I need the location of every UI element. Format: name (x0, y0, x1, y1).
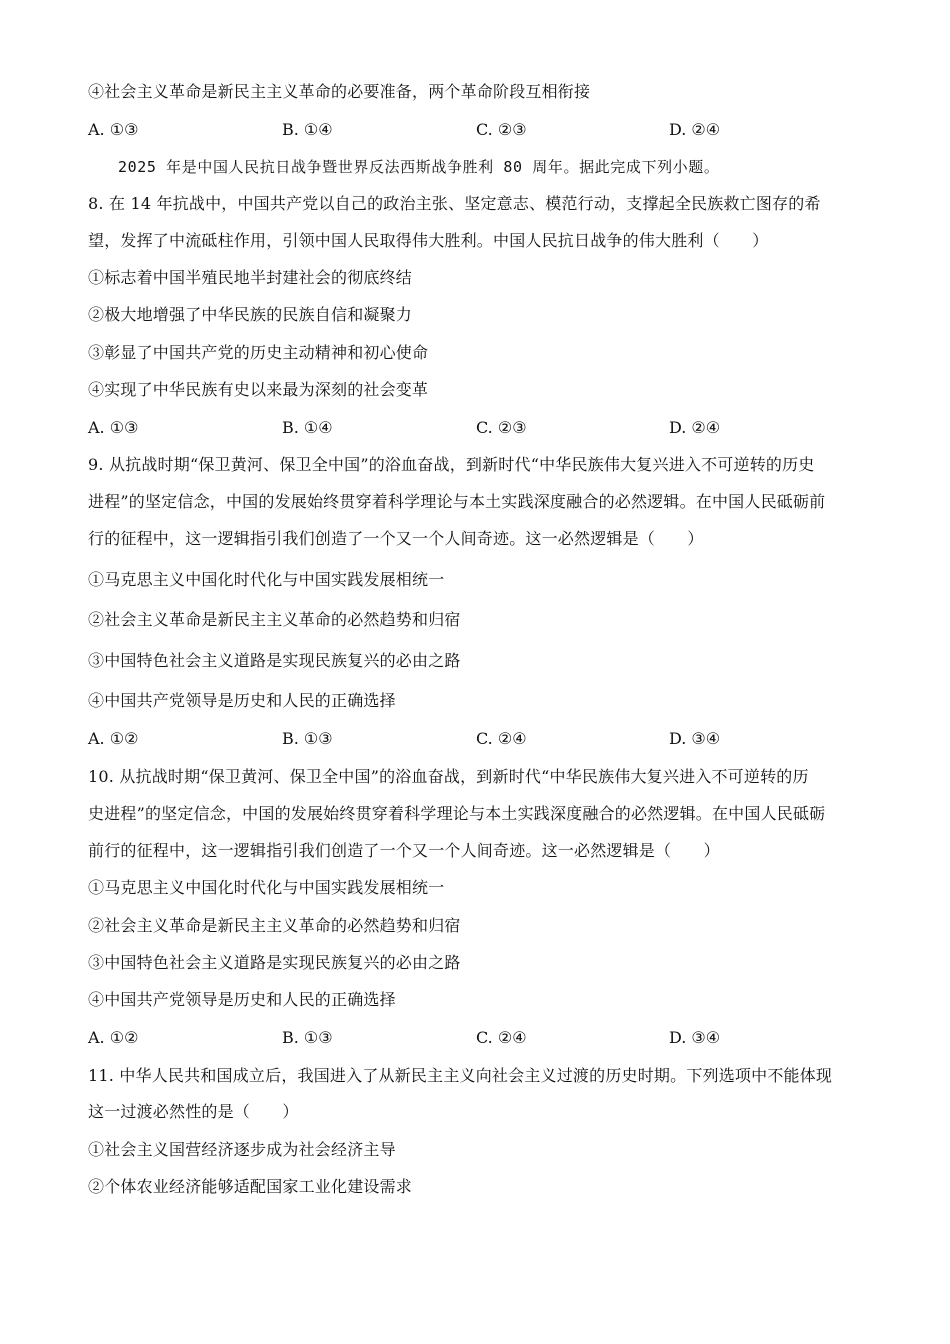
q10-statement-1: ①马克思主义中国化时代化与中国实践发展相统一 (88, 878, 445, 897)
q8-statement-3: ③彰显了中国共产党的历史主动精神和初心使命 (88, 343, 429, 362)
q8-statement-4: ④实现了中华民族有史以来最为深刻的社会变革 (88, 380, 429, 399)
q8-statement-1: ①标志着中国半殖民地半封建社会的彻底终结 (88, 268, 413, 287)
q8-option-a: A. ①③ (88, 418, 139, 437)
q9-option-d: D. ③④ (669, 729, 721, 748)
q11-statement-1: ①社会主义国营经济逐步成为社会经济主导 (88, 1140, 396, 1159)
q10-statement-2: ②社会主义革命是新民主主义革命的必然趋势和归宿 (88, 916, 461, 935)
q8-option-d: D. ②④ (669, 418, 721, 437)
q11-stem-line-2: 这一过渡必然性的是（ ） (88, 1102, 299, 1121)
q8-stem-line-2: 望，发挥了中流砥柱作用，引领中国人民取得伟大胜利。中国人民抗日战争的伟大胜利（ ） (88, 231, 769, 250)
q9-option-c: C. ②④ (476, 729, 527, 748)
q9-stem-line-2: 进程”的坚定信念，中国的发展始终贯穿着科学理论与本土实践深度融合的必然逻辑。在中国人民砥砺前 (88, 492, 826, 511)
q11-stem-line-1: 11. 中华人民共和国成立后，我国进入了从新民主主义向社会主义过渡的历史时期。下列选项中不能体现 (88, 1066, 833, 1085)
q9-stem-line-1: 9. 从抗战时期“保卫黄河、保卫全中国”的浴血奋战，到新时代“中华民族伟大复兴进入不可逆转的历史 (88, 455, 815, 474)
q8-stem-line-1: 8. 在 14 年抗战中，中国共产党以自己的政治主张、坚定意志、模范行动，支撑起全民族救亡图存的希 (88, 194, 821, 213)
q10-option-c: C. ②④ (476, 1028, 527, 1047)
q8-option-c: C. ②③ (476, 418, 527, 437)
q9-statement-4: ④中国共产党领导是历史和人民的正确选择 (88, 691, 396, 710)
q8-option-b: B. ①④ (282, 418, 333, 437)
q10-stem-line-2: 史进程”的坚定信念，中国的发展始终贯穿着科学理论与本土实践深度融合的必然逻辑。在中国人民砥砺 (88, 804, 826, 823)
q9-statement-3: ③中国特色社会主义道路是实现民族复兴的必由之路 (88, 651, 461, 670)
q7-option-a: A. ①③ (88, 120, 139, 139)
q9-statement-2: ②社会主义革命是新民主主义革命的必然趋势和归宿 (88, 610, 461, 629)
q7-option-c: C. ②③ (476, 120, 527, 139)
q7-statement-4: ④社会主义革命是新民主主义革命的必要准备，两个革命阶段互相衔接 (88, 82, 591, 101)
q10-stem-line-3: 前行的征程中，这一逻辑指引我们创造了一个又一个人间奇迹。这一必然逻辑是（ ） (88, 841, 720, 860)
q9-statement-1: ①马克思主义中国化时代化与中国实践发展相统一 (88, 570, 445, 589)
q10-stem-line-1: 10. 从抗战时期“保卫黄河、保卫全中国”的浴血奋战，到新时代“中华民族伟大复兴进入不可逆转的历 (88, 767, 809, 786)
section-intro: 2025 年是中国人民抗日战争暨世界反法西斯战争胜利 80 周年。据此完成下列小题。 (118, 158, 720, 176)
q9-option-b: B. ①③ (282, 729, 333, 748)
q7-option-d: D. ②④ (669, 120, 721, 139)
q10-statement-3: ③中国特色社会主义道路是实现民族复兴的必由之路 (88, 953, 461, 972)
q7-option-b: B. ①④ (282, 120, 333, 139)
q11-statement-2: ②个体农业经济能够适配国家工业化建设需求 (88, 1177, 413, 1196)
q10-option-a: A. ①② (88, 1028, 139, 1047)
q10-option-d: D. ③④ (669, 1028, 721, 1047)
q9-option-a: A. ①② (88, 729, 139, 748)
q8-statement-2: ②极大地增强了中华民族的民族自信和凝聚力 (88, 305, 413, 324)
q10-option-b: B. ①③ (282, 1028, 333, 1047)
q10-statement-4: ④中国共产党领导是历史和人民的正确选择 (88, 990, 396, 1009)
q9-stem-line-3: 行的征程中，这一逻辑指引我们创造了一个又一个人间奇迹。这一必然逻辑是（ ） (88, 529, 704, 548)
